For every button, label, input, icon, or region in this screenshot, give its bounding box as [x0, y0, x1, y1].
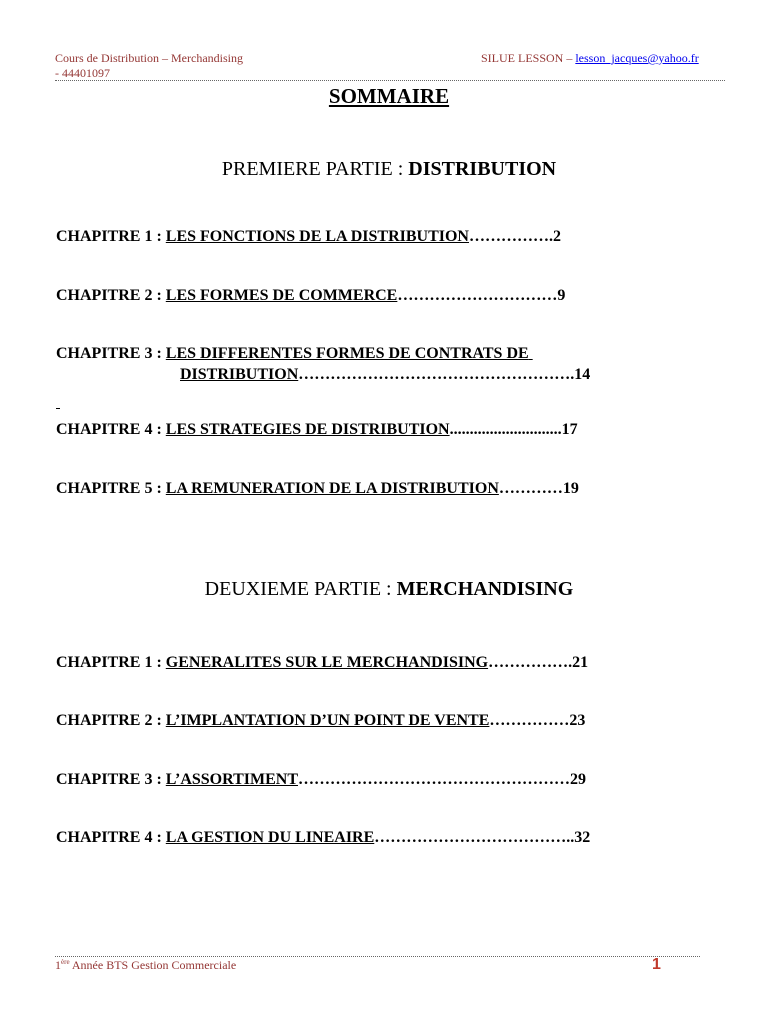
footer-page-number: 1 [652, 956, 661, 973]
toc-entry [56, 829, 590, 847]
header-divider [55, 80, 725, 81]
toc-page-number: 17 [561, 421, 578, 438]
toc-underline-extension [529, 345, 557, 363]
toc-page-number: 29 [570, 771, 586, 788]
toc-page-number: 9 [557, 287, 566, 304]
part1-name: DISTRIBUTION [408, 158, 557, 180]
part2-prefix: DEUXIEME PARTIE : [204, 578, 397, 600]
footer-year-suffix: ère [61, 958, 70, 966]
toc-entry-continuation [180, 366, 590, 384]
toc-chapter-title: LES FORMES DE COMMERCE [165, 287, 398, 304]
footer-text [55, 958, 236, 973]
toc-chapter-title: LES DIFFERENTES FORMES DE CONTRATS DE [165, 345, 529, 362]
toc-entry [56, 287, 565, 305]
toc-chapter-label: CHAPITRE 3 : [56, 771, 166, 788]
toc-entry [56, 480, 579, 498]
toc-chapter-label: CHAPITRE 2 : [56, 712, 166, 729]
toc-chapter-label: CHAPITRE 4 : [56, 421, 166, 438]
part1-prefix: PREMIERE PARTIE : [221, 158, 409, 180]
toc-page-number: 14 [574, 366, 591, 383]
toc-leader: ……………. [488, 654, 573, 671]
toc-chapter-title: L’IMPLANTATION D’UN POINT DE VENTE [165, 712, 490, 729]
header-right [481, 51, 699, 66]
footer-divider [55, 956, 700, 957]
toc-chapter-label: CHAPITRE 1 : [56, 654, 166, 671]
toc-page-number: 32 [574, 829, 591, 846]
toc-entry [56, 228, 561, 246]
toc-leader: ……………………………….. [374, 829, 575, 846]
toc-page-number: 23 [569, 712, 586, 729]
toc-leader: ……………………………………………. [298, 366, 575, 383]
stray-mark [56, 408, 60, 409]
header-left [55, 51, 243, 81]
toc-chapter-title: LA REMUNERATION DE LA DISTRIBUTION [165, 480, 499, 497]
toc-chapter-title: LES FONCTIONS DE LA DISTRIBUTION [165, 228, 469, 245]
toc-chapter-title: GENERALITES SUR LE MERCHANDISING [165, 654, 489, 671]
toc-page-number: 21 [572, 654, 589, 671]
toc-chapter-label: CHAPITRE 4 : [56, 829, 166, 846]
toc-entry [56, 421, 578, 439]
toc-leader: …………… [489, 712, 570, 729]
toc-chapter-label: CHAPITRE 1 : [56, 228, 166, 245]
header-course: Cours de Distribution – Merchandising [55, 51, 243, 65]
header-author: SILUE LESSON – [481, 51, 576, 65]
toc-chapter-title: LA GESTION DU LINEAIRE [165, 829, 375, 846]
header-email-link[interactable]: lesson_jacques@yahoo.fr [575, 51, 699, 65]
toc-leader: …………………………………………… [298, 771, 570, 788]
toc-chapter-title-line2: DISTRIBUTION [180, 366, 299, 383]
toc-entry [56, 771, 586, 789]
footer-year: 1 [55, 958, 61, 972]
part2-name: MERCHANDISING [396, 578, 574, 600]
toc-chapter-label: CHAPITRE 3 : [56, 345, 166, 362]
toc-leader: ............................ [449, 421, 562, 438]
toc-entry [56, 712, 585, 730]
toc-chapter-label: CHAPITRE 5 : [56, 480, 166, 497]
toc-chapter-title: LES STRATEGIES DE DISTRIBUTION [165, 421, 450, 438]
toc-entry [56, 345, 557, 363]
toc-leader: ……………. [468, 228, 553, 245]
toc-chapter-label: CHAPITRE 2 : [56, 287, 166, 304]
toc-entry [56, 654, 588, 672]
toc-chapter-title: L’ASSORTIMENT [165, 771, 298, 788]
header-code: - 44401097 [55, 66, 110, 80]
toc-page-number: 2 [552, 228, 561, 245]
footer-course: Année BTS Gestion Commerciale [69, 958, 237, 972]
part2-heading [0, 578, 768, 601]
part1-heading [0, 158, 768, 181]
toc-leader: ………… [498, 480, 563, 497]
toc-page-number: 19 [562, 480, 579, 497]
toc-leader: ………………………… [397, 287, 558, 304]
page-title: SOMMAIRE [328, 84, 450, 108]
